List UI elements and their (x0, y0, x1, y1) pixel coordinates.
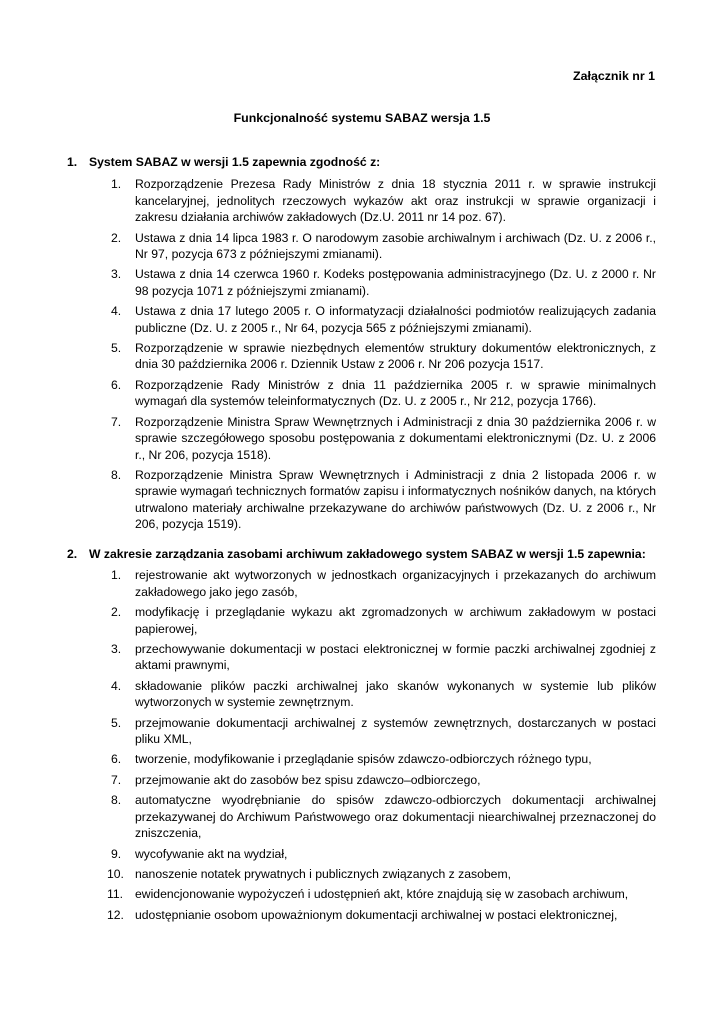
list-item-text: Ustawa z dnia 14 czerwca 1960 r. Kodeks postępowania administracyjnego (Dz. U. z 2000 r. Nr 98 pozycja 1071 z późniejszymi zmianami). (135, 267, 656, 298)
list-item-number: 2. (111, 605, 122, 620)
list-item-number: 11. (107, 887, 124, 902)
section-heading (66, 546, 656, 562)
section-number: 1. (67, 155, 78, 169)
list-item (66, 866, 656, 882)
list-item-number: 7. (111, 772, 122, 787)
list-item-number: 9. (111, 846, 122, 861)
list-item-number: 4. (111, 304, 122, 319)
document-title: Funkcjonalność systemu SABAZ wersja 1.5 (233, 111, 491, 125)
list-item-text: Rozporządzenie Prezesa Rady Ministrów z dnia 18 stycznia 2011 r. w sprawie instrukcji kancelaryjnej, jednolitych rzeczowych wykazów akt oraz instrukcji w sprawie organizacji i zakresu działania archiwów zakładowych (Dz.U. 2011 nr 14 poz. 67). (135, 177, 656, 225)
list-item-number: 12. (107, 907, 124, 922)
list-item-text: modyfikację i przeglądanie wykazu akt zgromadzonych w archiwum zakładowym w postaci papierowej, (135, 605, 656, 636)
list-item-text: rejestrowanie akt wytworzonych w jednostkach organizacyjnych i przekazanych do archiwum zakładowego jako jego zasób, (135, 568, 656, 599)
list-item-number: 10. (107, 866, 124, 881)
list-item (66, 678, 656, 711)
list-item (66, 907, 656, 923)
list-item-text: automatyczne wyodrębnianie do spisów zdawczo-odbiorczych dokumentacji archiwalnej przekazywanej do Archiwum Państwowego oraz dokumentacji niearchiwalnej przeznaczonej do zniszczenia, (135, 793, 656, 841)
list-item-number: 4. (111, 678, 122, 693)
list-item-text: Rozporządzenie w sprawie niezbędnych elementów struktury dokumentów elektronicznych, z dnia 30 października 2006 r. Dziennik Ustaw z 2006 r. Nr 206 pozycja 1517. (135, 341, 656, 372)
section-heading-text: System SABAZ w wersji 1.5 zapewnia zgodność z: (89, 155, 381, 169)
list-item-number: 6. (111, 377, 122, 392)
list-item-text: Rozporządzenie Ministra Spraw Wewnętrznych i Administracji z dnia 30 października 2006 r. w sprawie szczegółowego sposobu postępowania z dokumentami elektronicznymi (Dz. U. z 2006 r., Nr 206, pozycja 1518). (135, 414, 656, 462)
list-item (66, 303, 656, 336)
section-compliance (66, 154, 656, 537)
list-item (66, 340, 656, 373)
list-item-text: składowanie plików paczki archiwalnej jako skanów wykonanych w systemie lub plików wytworzonych w systemie zewnętrznym. (135, 678, 656, 710)
list-item-text: wycofywanie akt na wydział, (135, 846, 288, 861)
list-item-text: nanoszenie notatek prywatnych i publicznych związanych z zasobem, (135, 866, 511, 881)
section-heading-text: W zakresie zarządzania zasobami archiwum zakładowego system SABAZ w wersji 1.5 zapewnia: (89, 547, 646, 561)
list-item-text: przejmowanie dokumentacji archiwalnej z systemów zewnętrznych, dostarczanych w postaci pliku XML, (135, 715, 656, 747)
attachment-label: Załącznik nr 1 (573, 69, 655, 83)
list-item (66, 567, 656, 600)
section-number: 2. (67, 547, 78, 561)
list-item-text: Ustawa z dnia 14 lipca 1983 r. O narodowym zasobie archiwalnym i archiwach (Dz. U. z 2006 r., Nr 97, pozycja 673 z późniejszymi zmianami). (135, 230, 656, 262)
section-heading (66, 154, 656, 170)
list-item (66, 886, 656, 902)
list-item-text: tworzenie, modyfikowanie i przeglądanie spisów zdawczo-odbiorczych różnego typu, (135, 752, 592, 767)
list-item-text: Ustawa z dnia 17 lutego 2005 r. O informatyzacji działalności podmiotów realizujących zadania publiczne (Dz. U. z 2005 r., Nr 64, pozycja 565 z późniejszymi zmianami). (135, 304, 656, 335)
section-archive-management (66, 546, 656, 927)
list-item-number: 2. (111, 230, 122, 245)
list-item-number: 1. (111, 568, 122, 583)
list-item (66, 266, 656, 299)
list-item-number: 5. (111, 715, 122, 730)
list-item (66, 772, 656, 788)
list-item (66, 467, 656, 533)
list-item-number: 1. (111, 177, 122, 192)
list-item (66, 792, 656, 841)
list-item-number: 7. (111, 414, 122, 429)
compliance-list (66, 176, 656, 532)
list-item (66, 377, 656, 410)
list-item (66, 604, 656, 637)
list-item-text: ewidencjonowanie wypożyczeń i udostępnień akt, które znajdują się w zasobach archiwum, (135, 887, 629, 902)
list-item (66, 641, 656, 674)
list-item-number: 3. (111, 642, 122, 657)
list-item (66, 715, 656, 748)
list-item-number: 5. (111, 341, 122, 356)
list-item-text: udostępnianie osobom upoważnionym dokumentacji archiwalnej w postaci elektronicznej, (135, 907, 618, 922)
features-list (66, 567, 656, 923)
list-item-text: przechowywanie dokumentacji w postaci elektronicznej w formie paczki archiwalnej zgodniej z aktami prawnymi, (135, 642, 656, 673)
list-item (66, 846, 656, 862)
list-item (66, 230, 656, 263)
list-item-number: 8. (111, 467, 122, 482)
list-item (66, 414, 656, 463)
list-item-number: 8. (111, 793, 122, 808)
list-item-text: Rozporządzenie Rady Ministrów z dnia 11 października 2005 r. w sprawie minimalnych wymagań dla systemów teleinformatycznych (Dz. U. z 2005 r., Nr 212, pozycja 1766). (135, 377, 656, 409)
list-item-number: 6. (111, 752, 122, 767)
list-item-text: Rozporządzenie Ministra Spraw Wewnętrznych i Administracji z dnia 2 listopada 2006 r. w sprawie wymagań technicznych formatów zapisu i informatycznych nośników danych, na których utrwalono materiały archiwalne przekazywane do archiwów państwowych (Dz. U. z 2006 r., Nr 206, pozycja 1519). (135, 467, 656, 532)
list-item (66, 751, 656, 767)
list-item (66, 176, 656, 225)
list-item-number: 3. (111, 267, 122, 282)
list-item-text: przejmowanie akt do zasobów bez spisu zdawczo–odbiorczego, (135, 772, 481, 787)
